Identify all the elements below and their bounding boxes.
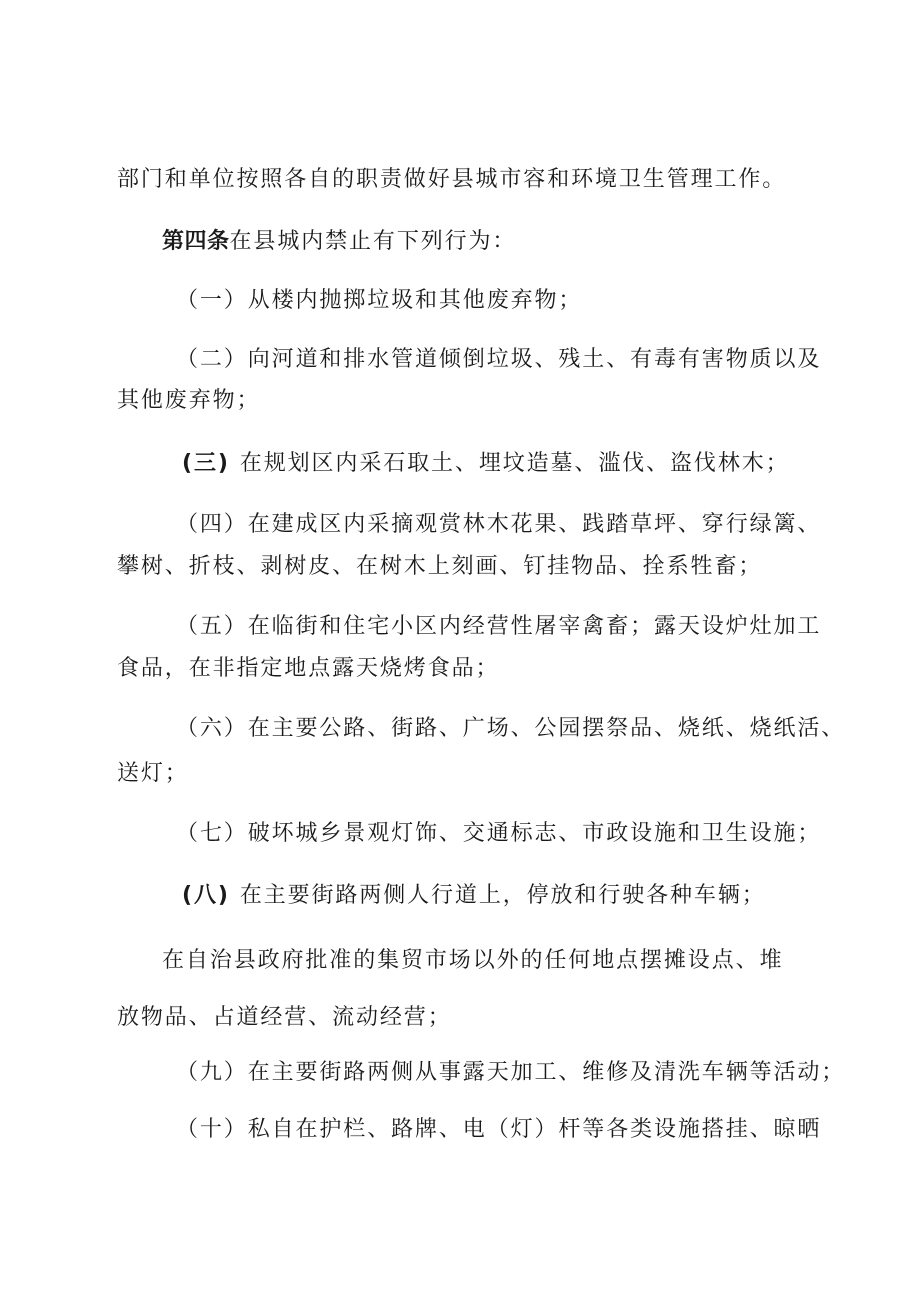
item-number: (三) — [182, 451, 230, 476]
line-text: 送灯； — [117, 761, 189, 786]
list-item-continuation — [117, 760, 189, 788]
list-item — [176, 613, 821, 641]
line-text: 食品，在非指定地点露天烧烤食品； — [117, 656, 500, 681]
item-number: (八) — [182, 883, 230, 908]
list-item — [176, 346, 821, 374]
line-text: 在规划区内采石取土、埋坟造墓、滥伐、盗伐林木； — [239, 451, 790, 476]
line-text: 在自治县政府批准的集贸市场以外的任何地点摆摊设点、堆 — [162, 948, 784, 973]
line-text: （七）破坏城乡景观灯饰、交通标志、市政设施和卫生设施； — [176, 821, 822, 846]
paragraph-line — [117, 166, 786, 194]
paragraph-line — [162, 947, 783, 975]
line-text: 其他废弃物； — [117, 388, 261, 413]
list-item — [176, 1116, 821, 1144]
line-text: 攀树、折枝、剥树皮、在树木上刻画、钉挂物品、拴系牲畜； — [117, 554, 763, 579]
line-text: （九）在主要街路两侧从事露天加工、维修及清洗车辆等活动； — [176, 1060, 846, 1085]
line-text: 放物品、占道经营、流动经营； — [117, 1005, 452, 1030]
line-text: （四）在建成区内采摘观赏林木花果、践踏草坪、穿行绿篱、 — [176, 512, 822, 537]
list-item-continuation — [117, 655, 499, 683]
article-number: 第四条 — [162, 229, 230, 254]
line-text: （五）在临街和住宅小区内经营性屠宰禽畜；露天设炉灶加工 — [176, 614, 822, 639]
list-item-continuation — [117, 553, 762, 581]
article-heading — [162, 228, 516, 256]
list-item — [182, 450, 790, 478]
line-text: 在县城内禁止有下列行为： — [229, 229, 517, 254]
line-text: （六）在主要公路、街路、广场、公园摆祭品、烧纸、烧纸活、 — [176, 716, 846, 741]
line-text: （十）私自在护栏、路牌、电（灯）杆等各类设施搭挂、晾晒 — [176, 1117, 822, 1142]
paragraph-line — [117, 1004, 452, 1032]
list-item — [176, 511, 821, 539]
list-item — [182, 882, 766, 910]
line-text: （二）向河道和排水管道倾倒垃圾、残土、有毒有害物质以及 — [176, 347, 822, 372]
list-item — [176, 1059, 845, 1087]
line-text: （一）从楼内抛掷垃圾和其他废弃物； — [176, 288, 583, 313]
line-text: 在主要街路两侧人行道上，停放和行驶各种车辆； — [239, 883, 766, 908]
list-item-continuation — [117, 387, 260, 415]
list-item — [176, 287, 582, 315]
line-text: 部门和单位按照各自的职责做好县城市容和环境卫生管理工作。 — [117, 167, 787, 192]
list-item — [176, 820, 821, 848]
list-item — [176, 715, 845, 743]
